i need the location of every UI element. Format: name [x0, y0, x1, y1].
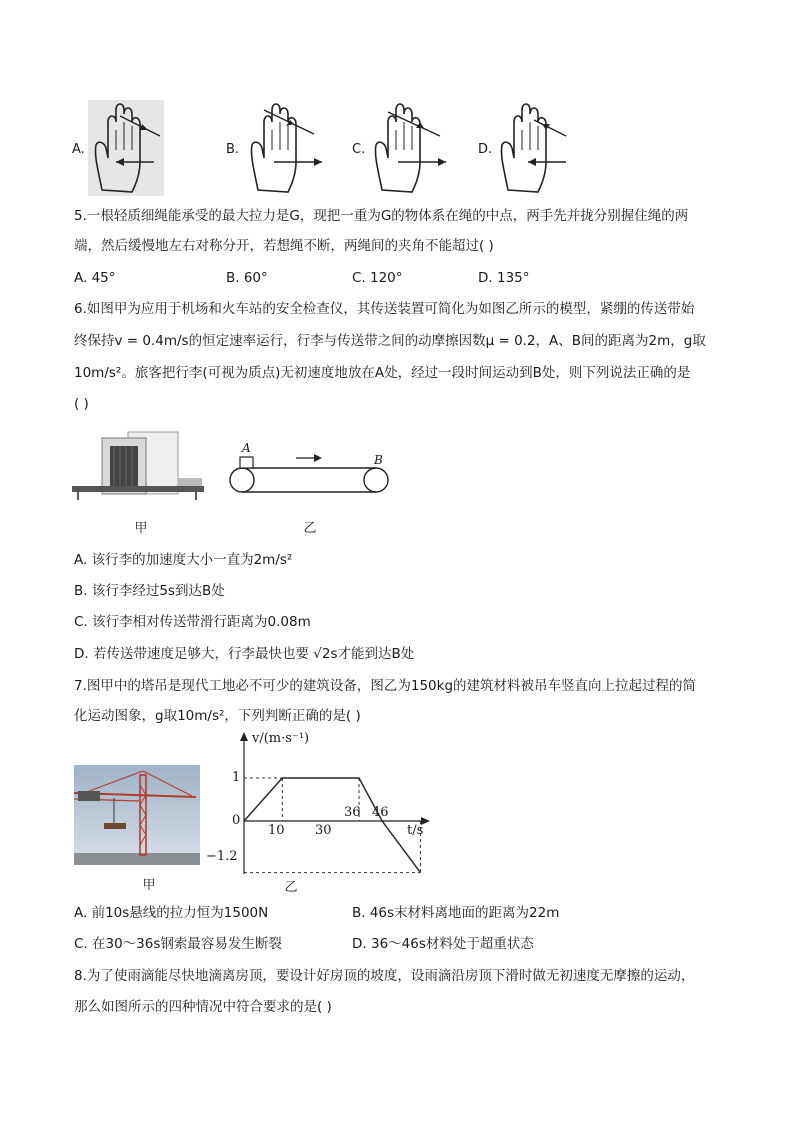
- q6-stem-line-3: 10m/s²。旅客把行李(可视为质点)无初速度地放在A处，经过一段时间运动到B处，则下列说法正确的是: [74, 365, 691, 381]
- q7-option-a: A. 前10s悬线的拉力恒为1500N: [74, 905, 269, 921]
- q4-option-d-label: D.: [478, 142, 493, 157]
- q5-stem-line-2: 端，然后缓慢地左右对称分开，若想绳不断，两绳间的夹角不能超过( ): [74, 238, 494, 254]
- q6-option-b: B. 该行李经过5s到达B处: [74, 583, 225, 599]
- x-tick-46: 46: [372, 805, 389, 820]
- q4-option-b-label: B.: [226, 142, 240, 157]
- q7-stem-line-1: 7.图甲中的塔吊是现代工地必不可少的建筑设备，图乙为150kg的建筑材料被吊车竖直向上拉起过程的简: [74, 678, 697, 694]
- hand-figure-d: [494, 100, 574, 196]
- q8-stem-line-1: 8.为了使雨滴能尽快地滴离房顶，要设计好房顶的坡度，设雨滴沿房顶下滑时做无初速度无摩擦的运动，: [74, 968, 695, 984]
- q7-option-c: C. 在30～36s钢索最容易发生断裂: [74, 936, 282, 952]
- y-tick-neg: −1.2: [206, 849, 238, 864]
- hand-figure-a: [88, 100, 164, 196]
- q6-stem-line-2: 终保持v = 0.4m/s的恒定速率运行，行李与传送带之间的动摩擦因数μ = 0.2，A、B间的距离为2m，g取: [74, 333, 706, 349]
- q5-option-a: A. 45°: [74, 270, 116, 286]
- q6-stem-line-1: 6.如图甲为应用于机场和火车站的安全检查仪，其传送装置可简化为如图乙所示的模型，紧绷的传送带始: [74, 301, 695, 317]
- conveyor-label-b: B: [374, 453, 383, 467]
- x-axis-label: t/s: [407, 823, 424, 838]
- q6-option-a: A. 该行李的加速度大小一直为2m/s²: [74, 552, 293, 568]
- tower-crane-photo: [74, 765, 200, 865]
- security-scanner-image: [72, 428, 206, 504]
- y-tick-1: 1: [232, 770, 241, 785]
- q7-option-d: D. 36～46s材料处于超重状态: [352, 936, 534, 952]
- q5-option-d: D. 135°: [478, 270, 530, 286]
- q6-caption-jia: 甲: [134, 521, 148, 536]
- y-tick-0: 0: [232, 813, 241, 828]
- q6-option-c: C. 该行李相对传送带滑行距离为0.08m: [74, 614, 311, 630]
- y-axis-arrow: [240, 732, 248, 741]
- q4-option-c-label: C.: [352, 142, 366, 157]
- q6-option-d: D. 若传送带速度足够大，行李最快也要 √2s才能到达B处: [74, 646, 415, 662]
- q7-caption-jia: 甲: [142, 878, 156, 893]
- q5-option-c: C. 120°: [352, 270, 403, 286]
- q7-stem-line-2: 化运动图象，g取10m/s²，下列判断正确的是( ): [74, 708, 361, 724]
- hand-figure-c: [368, 100, 448, 196]
- hand-figure-b: [244, 100, 324, 196]
- q5-stem-line-1: 5.一根轻质细绳能承受的最大拉力是G，现把一重为G的物体系在绳的中点，两手先并拢分别握住绳的两: [74, 208, 689, 224]
- q6-stem-line-4: ( ): [74, 396, 89, 412]
- x-tick-36: 36: [344, 805, 361, 820]
- q7-caption-yi: 乙: [284, 880, 298, 895]
- q6-caption-yi: 乙: [303, 521, 317, 536]
- conveyor-label-a: A: [242, 441, 251, 455]
- y-axis-label: v/(m·s⁻¹): [252, 731, 310, 746]
- q8-stem-line-2: 那么如图所示的四种情况中符合要求的是( ): [74, 999, 332, 1015]
- q7-option-b: B. 46s末材料离地面的距离为22m: [352, 905, 560, 921]
- q5-option-b: B. 60°: [226, 270, 268, 286]
- x-tick-30: 30: [315, 823, 332, 838]
- q4-option-a-label: A.: [72, 142, 85, 157]
- x-tick-10: 10: [268, 823, 285, 838]
